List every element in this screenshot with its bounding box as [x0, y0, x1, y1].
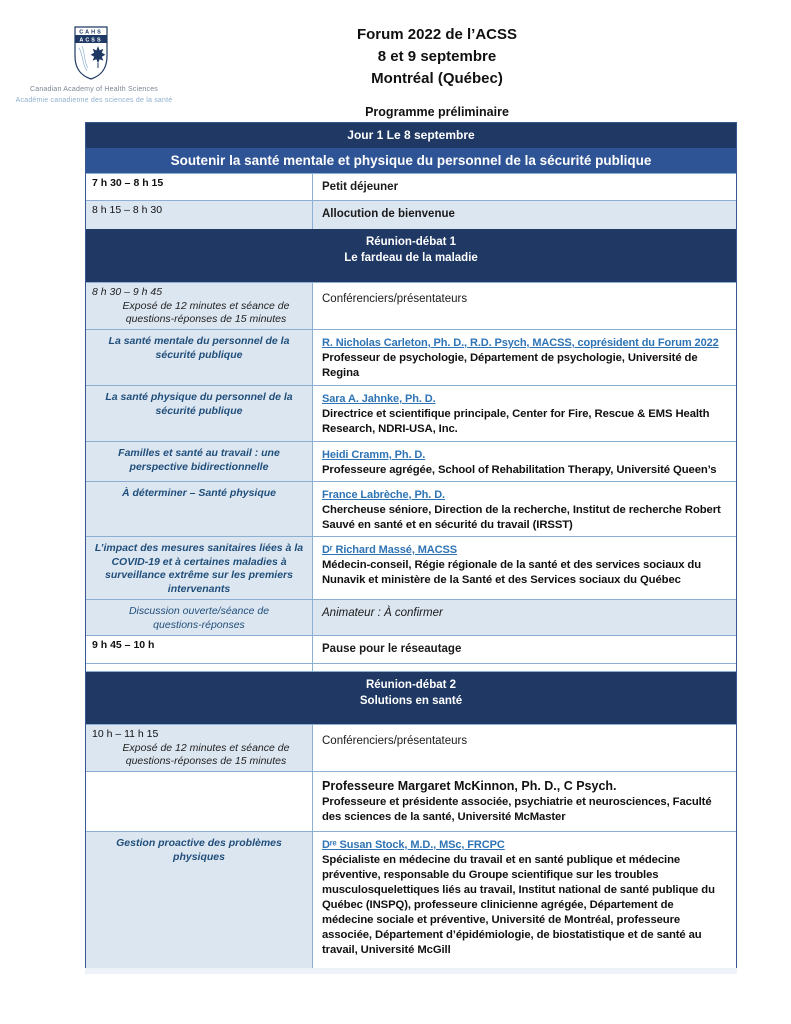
discussion-label: Discussion ouverte/séance de questions-réponses [128, 605, 270, 631]
panel1-title: Réunion-débat 1 [365, 236, 457, 248]
table-row-schedule [86, 724, 736, 771]
topic-cell [86, 330, 313, 385]
topic-label: Gestion proactive des problèmes physiques [116, 837, 282, 863]
table-row-speaker [86, 536, 736, 599]
time-label: 8 h 15 – 8 h 30 [92, 204, 163, 216]
topic-label: La santé mentale du personnel de la sécurité publique [108, 335, 290, 361]
event-cell [313, 174, 736, 200]
table-row-empty [86, 663, 736, 671]
logo-line1: CAHS [79, 29, 103, 36]
schedule-note: Exposé de 12 minutes et séance de questions-réponses de 15 minutes [122, 742, 290, 767]
panel2-header [86, 671, 736, 724]
event-cell [313, 636, 736, 663]
event-label: Allocution de bienvenue [322, 208, 455, 220]
time-cell [86, 636, 313, 663]
speakers-header-cell [313, 283, 736, 329]
speaker-cell [313, 330, 736, 385]
forum-title: Forum 2022 de l’ACSS [356, 26, 518, 43]
table-row-speaker [86, 329, 736, 385]
topic-cell [86, 832, 313, 972]
forum-location: Montréal (Québec) [371, 70, 503, 87]
program-subtitle: Programme préliminaire [365, 105, 509, 119]
speaker-cell [313, 386, 736, 441]
table-row-welcome [86, 200, 736, 229]
time-cell [86, 283, 313, 329]
panel1-header [86, 229, 736, 282]
speaker-desc: Professeur de psychologie, Département de psychologie, Université de Regina [322, 352, 698, 379]
speakers-header-label: Conférenciers/présentateurs [322, 293, 468, 305]
time-label: 10 h – 11 h 15 [92, 728, 159, 740]
speaker-link[interactable]: Heidi Cramm, Ph. D. [322, 449, 426, 461]
topic-cell [86, 386, 313, 441]
logo-caption-fr: Académie canadienne des sciences de la santé [15, 97, 173, 104]
speaker-link[interactable]: France Labrèche, Ph. D. [322, 489, 446, 501]
speaker-cell [313, 772, 736, 831]
time-cell [86, 201, 313, 229]
cahs-shield-icon [74, 26, 108, 80]
table-row-speaker [86, 441, 736, 481]
table-row-speaker [86, 385, 736, 441]
panel1-subtitle: Le fardeau de la maladie [344, 252, 478, 264]
cahs-logo [74, 26, 108, 80]
panel2-title: Réunion-débat 2 [365, 679, 457, 691]
time-cell [86, 174, 313, 200]
speaker-cell [313, 832, 736, 972]
speakers-header-label: Conférenciers/présentateurs [322, 735, 468, 747]
topic-cell [86, 537, 313, 599]
moderator-cell [313, 600, 736, 635]
time-label: 9 h 45 – 10 h [92, 639, 155, 651]
speakers-header-cell [313, 725, 736, 771]
speaker-link[interactable]: Sara A. Jahnke, Ph. D. [322, 393, 436, 405]
event-label: Pause pour le réseautage [322, 643, 462, 655]
topic-cell [86, 442, 313, 481]
time-cell [86, 725, 313, 771]
topic-cell [86, 482, 313, 536]
speaker-desc: Médecin-conseil, Régie régionale de la santé et des services sociaux du Nunavik et ministère de la Santé et des Services sociaux du Québec [322, 559, 702, 586]
day1-theme-header: Soutenir la santé mentale et physique du personnel de la sécurité publique [86, 148, 736, 173]
logo-line2: ACSS [79, 37, 103, 44]
speaker-link[interactable]: R. Nicholas Carleton, Ph. D., R.D. Psych, MACSS, coprésident du Forum 2022 [322, 337, 719, 349]
forum-dates: 8 et 9 septembre [377, 48, 497, 65]
table-row-schedule [86, 282, 736, 329]
speaker-desc: Chercheuse séniore, Direction de la recherche, Institut de recherche Robert Sauvé en santé et en sécurité du travail (IRSST) [322, 504, 721, 531]
panel2-subtitle: Solutions en santé [359, 695, 463, 707]
table-row-speaker [86, 831, 736, 972]
speaker-desc: Directrice et scientifique principale, Center for Fire, Rescue & EMS Health Research, NDRI-USA, Inc. [322, 408, 710, 435]
speaker-desc: Professeure et présidente associée, psychiatrie et neurosciences, Faculté des sciences de la santé, Université McMaster [322, 796, 712, 823]
program-table [85, 122, 737, 973]
table-row-speaker [86, 771, 736, 831]
speaker-cell [313, 442, 736, 481]
topic-label: L’impact des mesures sanitaires liées à la COVID-19 et à certaines maladies à surveillance extrême sur les premiers intervenants [94, 542, 304, 595]
table-row-breakfast [86, 173, 736, 200]
speaker-cell [313, 537, 736, 599]
logo-caption-en: Canadian Academy of Health Sciences [29, 86, 159, 93]
event-label: Petit déjeuner [322, 181, 399, 193]
time-label: 7 h 30 – 8 h 15 [92, 177, 164, 189]
topic-label: À déterminer – Santé physique [121, 487, 277, 499]
document-header [140, 24, 734, 119]
day1-header: Jour 1 Le 8 septembre [86, 123, 736, 148]
time-label: 8 h 30 – 9 h 45 [92, 286, 163, 298]
schedule-note: Exposé de 12 minutes et séance de questions-réponses de 15 minutes [122, 300, 290, 325]
speaker-cell [313, 482, 736, 536]
page-end-strip [85, 968, 737, 974]
table-row-pause [86, 635, 736, 663]
speaker-name: Professeure Margaret McKinnon, Ph. D., C Psych. [322, 779, 617, 793]
speaker-link[interactable]: Dʳᵉ Susan Stock, M.D., MSc, FRCPC [322, 839, 505, 851]
discussion-cell [86, 600, 313, 635]
topic-label: Familles et santé au travail : une perspective bidirectionnelle [118, 447, 280, 473]
speaker-desc: Professeure agrégée, School of Rehabilitation Therapy, Université Queen’s [322, 464, 717, 476]
topic-cell [86, 772, 313, 831]
event-cell [313, 201, 736, 229]
topic-label: La santé physique du personnel de la sécurité publique [105, 391, 293, 417]
speaker-link[interactable]: Dʳ Richard Massé, MACSS [322, 544, 457, 556]
moderator-label: Animateur : À confirmer [322, 607, 443, 619]
speaker-desc: Spécialiste en médecine du travail et en santé publique et médecine préventive, responsable du Groupe scientifique sur les troubles musculosquelettiques liés au travail, Institut national de santé publique du Québec (INSPQ), professeure clinicienne agrégée, Département de médecine sociale et préventive, Université de Montréal, professeure associée, Département d’épidémiologie, de biostatistique et de santé au travail, Université McGill [322, 854, 715, 956]
table-row-speaker [86, 481, 736, 536]
table-row-discussion [86, 599, 736, 635]
